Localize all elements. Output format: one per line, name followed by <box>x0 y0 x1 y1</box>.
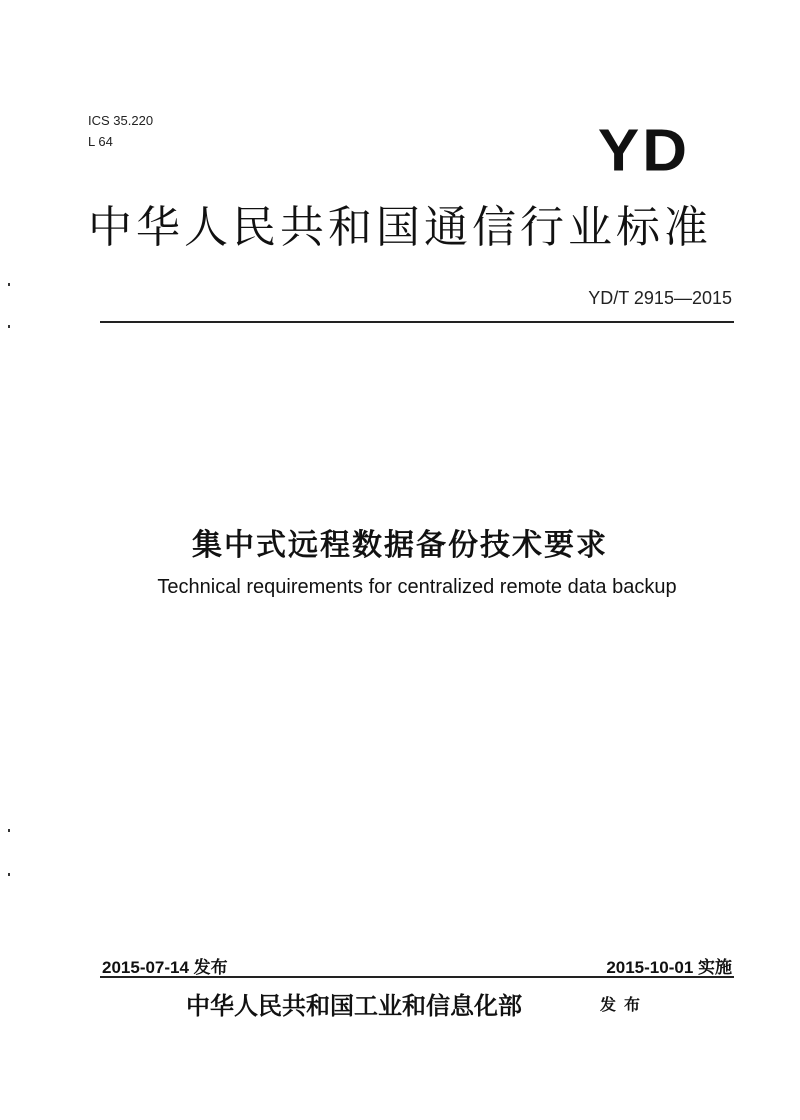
ics-code: ICS 35.220 <box>88 113 154 128</box>
classification-codes <box>88 110 153 152</box>
issuing-authority: 中华人民共和国工业和信息化部 <box>186 991 522 1020</box>
ccs-code: L 64 <box>88 134 113 149</box>
standard-type-heading: 中华人民共和国通信行业标准 <box>88 202 712 253</box>
scan-speck <box>8 325 10 328</box>
document-title-chinese: 集中式远程数据备份技术要求 <box>192 528 608 563</box>
document-title-english: Technical requirements for centralized remote data backup <box>157 576 677 598</box>
yd-logo: YD <box>597 118 690 184</box>
top-divider <box>100 321 734 323</box>
implement-date: 2015-10-01 实施 <box>606 958 732 977</box>
bottom-divider <box>100 976 734 978</box>
publish-date: 2015-07-14 发布 <box>102 958 228 977</box>
scan-speck <box>8 283 10 286</box>
standard-number: YD/T 2915—2015 <box>588 288 732 308</box>
scan-speck <box>8 829 10 832</box>
issuing-label: 发布 <box>600 995 649 1014</box>
scan-speck <box>8 873 10 876</box>
